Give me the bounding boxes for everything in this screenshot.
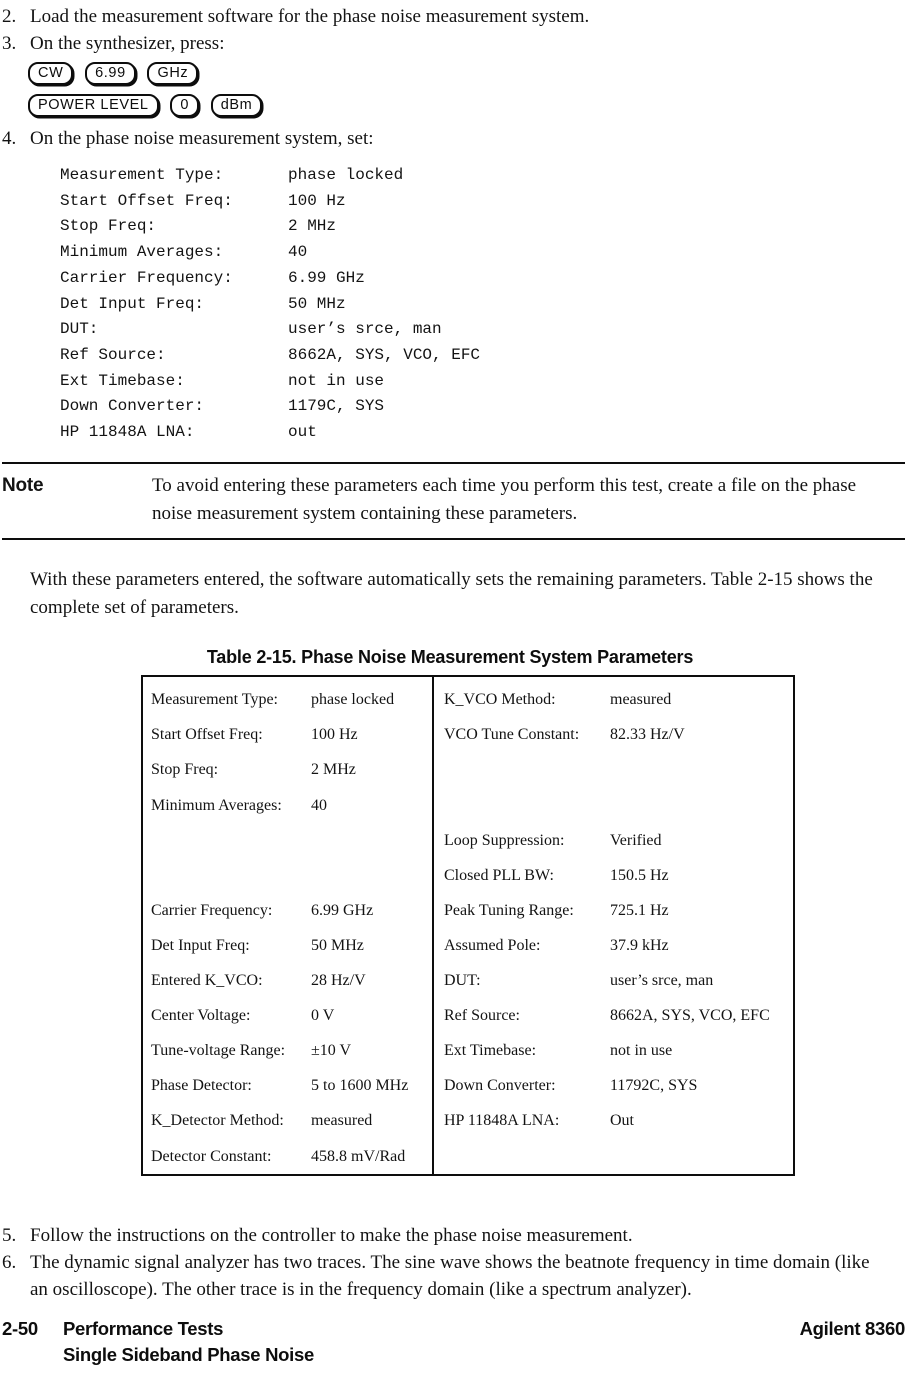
param-label: Tune-voltage Range: — [151, 1042, 286, 1060]
table-row — [143, 928, 432, 963]
param-value: Out — [610, 1112, 634, 1130]
setting-value: user’s srce, man — [288, 320, 442, 339]
footer-chapter: Performance Tests — [63, 1318, 224, 1340]
step-2 — [2, 3, 905, 30]
setting-value: 50 MHz — [288, 294, 346, 313]
setting-row — [60, 317, 905, 343]
table-row-empty — [143, 858, 432, 893]
table-row-empty — [434, 753, 793, 788]
param-label: Carrier Frequency: — [151, 901, 273, 919]
setting-row — [60, 266, 905, 292]
param-label: Loop Suppression: — [444, 831, 565, 849]
setting-value: 100 Hz — [288, 191, 346, 210]
param-label: Peak Tuning Range: — [444, 901, 574, 919]
table-row — [434, 823, 793, 858]
table-row — [143, 893, 432, 928]
step-number: 2. — [2, 6, 17, 27]
key-row-power — [28, 93, 905, 117]
param-label: VCO Tune Constant: — [444, 726, 580, 744]
note-text: To avoid entering these parameters each time you perform this test, create a file on the phase noise measurement system containing these parameters. — [152, 474, 857, 524]
param-label: Det Input Freq: — [151, 936, 250, 954]
table-row — [143, 718, 432, 753]
setting-row — [60, 343, 905, 369]
param-label: Ref Source: — [444, 1007, 520, 1025]
body-paragraph: With these parameters entered, the software automatically sets the remaining parameters. Table 2-15 shows the complete set of parameters. — [30, 568, 873, 618]
setting-value: 1179C, SYS — [288, 397, 385, 416]
table-left-column — [143, 677, 432, 1174]
key-0: 0 — [170, 94, 199, 117]
table-row — [434, 1034, 793, 1069]
table-row — [434, 683, 793, 718]
param-label: Phase Detector: — [151, 1077, 252, 1095]
param-value: 0 V — [311, 1007, 335, 1025]
setting-label: DUT: — [60, 320, 99, 339]
param-value: 5 to 1600 MHz — [311, 1077, 409, 1095]
param-value: 28 Hz/V — [311, 972, 366, 990]
note-callout — [2, 462, 905, 540]
param-value: 8662A, SYS, VCO, EFC — [610, 1007, 770, 1025]
step-3 — [2, 30, 905, 57]
setting-label: Ext Timebase: — [60, 371, 185, 390]
step-number: 6. — [2, 1252, 17, 1274]
table-row — [434, 928, 793, 963]
setting-row — [60, 240, 905, 266]
footer-titles — [63, 1316, 314, 1368]
step-text: On the synthesizer, press: — [30, 33, 225, 54]
param-label: Closed PLL BW: — [444, 866, 554, 884]
param-label: Ext Timebase: — [444, 1042, 537, 1060]
param-value: ±10 V — [311, 1042, 352, 1060]
param-value: 100 Hz — [311, 726, 358, 744]
param-value: 40 — [311, 796, 327, 814]
param-value: phase locked — [311, 691, 395, 709]
param-label: Detector Constant: — [151, 1147, 272, 1165]
synthesizer-keys — [28, 61, 905, 117]
table-row-empty — [434, 1139, 793, 1174]
table-right-column — [432, 677, 793, 1174]
param-label: Down Converter: — [444, 1077, 556, 1095]
table-row-empty — [434, 788, 793, 823]
step-number: 5. — [2, 1225, 17, 1247]
param-label: Minimum Averages: — [151, 796, 282, 814]
bottom-steps — [2, 1222, 905, 1303]
setting-label: Stop Freq: — [60, 217, 157, 236]
param-label: Measurement Type: — [151, 691, 278, 709]
param-value: 50 MHz — [311, 936, 364, 954]
setting-label: Minimum Averages: — [60, 243, 224, 262]
setting-label: Det Input Freq: — [60, 294, 205, 313]
setting-label: Down Converter: — [60, 397, 205, 416]
param-label: Stop Freq: — [151, 761, 219, 779]
table-row — [434, 718, 793, 753]
param-value: 82.33 Hz/V — [610, 726, 685, 744]
setting-label: Start Offset Freq: — [60, 191, 233, 210]
key-dbm: dBm — [211, 94, 263, 117]
setting-label: HP 11848A LNA: — [60, 423, 195, 442]
table-row — [143, 753, 432, 788]
param-label: DUT: — [444, 972, 481, 990]
page-footer — [2, 1316, 905, 1368]
setting-label: Carrier Frequency: — [60, 268, 233, 287]
param-value: user’s srce, man — [610, 972, 714, 990]
param-value: 725.1 Hz — [610, 901, 669, 919]
param-label: Assumed Pole: — [444, 936, 541, 954]
setting-value: 40 — [288, 243, 308, 262]
setting-row — [60, 369, 905, 395]
table-row — [143, 1034, 432, 1069]
param-value: 458.8 mV/Rad — [311, 1147, 406, 1165]
note-label: Note — [2, 474, 44, 496]
table-row — [434, 858, 793, 893]
table-row — [143, 683, 432, 718]
note-body — [2, 464, 905, 538]
param-label: Center Voltage: — [151, 1007, 251, 1025]
setting-value: 6.99 GHz — [288, 268, 365, 287]
setting-value: phase locked — [288, 166, 404, 184]
table-row — [434, 893, 793, 928]
table-row — [434, 1104, 793, 1139]
key-power-level: POWER LEVEL — [28, 94, 159, 117]
settings-list — [60, 163, 905, 446]
setting-row — [60, 420, 905, 446]
step-4 — [2, 125, 905, 152]
param-value: measured — [311, 1112, 373, 1130]
step-6 — [2, 1249, 905, 1303]
parameters-table — [141, 675, 795, 1176]
setting-value: 8662A, SYS, VCO, EFC — [288, 345, 481, 364]
param-value: not in use — [610, 1042, 673, 1060]
footer-left — [2, 1316, 314, 1368]
key-ghz: GHz — [147, 62, 198, 85]
param-value: 37.9 kHz — [610, 936, 669, 954]
param-value: measured — [610, 691, 672, 709]
key-6-99: 6.99 — [85, 62, 136, 85]
table-row — [143, 1104, 432, 1139]
param-label: K_Detector Method: — [151, 1112, 284, 1130]
setting-row — [60, 292, 905, 318]
table-row — [143, 963, 432, 998]
param-label: HP 11848A LNA: — [444, 1112, 560, 1130]
step-5 — [2, 1222, 905, 1249]
setting-value: 2 MHz — [288, 217, 337, 236]
step-number: 4. — [2, 128, 17, 149]
setting-value: not in use — [288, 371, 385, 390]
setting-label: Measurement Type: — [60, 166, 224, 184]
param-value: 11792C, SYS — [610, 1077, 698, 1095]
table-row — [143, 788, 432, 823]
key-row-frequency — [28, 61, 905, 85]
key-cw: CW — [28, 62, 73, 85]
table-row — [143, 999, 432, 1034]
step-text: Follow the instructions on the controller to make the phase noise measurement. — [30, 1225, 633, 1247]
setting-row — [60, 189, 905, 215]
param-value: 150.5 Hz — [610, 866, 669, 884]
footer-page-number: 2-50 — [2, 1318, 38, 1340]
table-row — [434, 963, 793, 998]
table-row — [434, 999, 793, 1034]
table-row-empty — [143, 823, 432, 858]
step-text: Load the measurement software for the phase noise measurement system. — [30, 6, 590, 27]
step-text: The dynamic signal analyzer has two traces. The sine wave shows the beatnote frequency in time domain (like an oscilloscope). The other trace is in the frequency domain (like a spectrum analyzer). — [30, 1252, 870, 1301]
table-row — [143, 1139, 432, 1174]
table-row — [143, 1069, 432, 1104]
param-value: 6.99 GHz — [311, 901, 374, 919]
footer-product: Agilent 8360 — [799, 1318, 905, 1340]
footer-section: Single Sideband Phase Noise — [63, 1344, 314, 1366]
param-value: 2 MHz — [311, 761, 356, 779]
setting-value: out — [288, 423, 317, 442]
setting-row — [60, 214, 905, 240]
note-bottom-rule — [2, 538, 905, 540]
step-number: 3. — [2, 33, 17, 54]
param-value: Verified — [610, 831, 662, 849]
param-label: Start Offset Freq: — [151, 726, 263, 744]
setting-row — [60, 394, 905, 420]
setting-label: Ref Source: — [60, 345, 166, 364]
param-label: K_VCO Method: — [444, 691, 556, 709]
param-label: Entered K_VCO: — [151, 972, 263, 990]
table-title: Table 2-15. Phase Noise Measurement System Parameters — [206, 646, 694, 667]
table-row — [434, 1069, 793, 1104]
step-text: On the phase noise measurement system, set: — [30, 128, 374, 149]
setting-row — [60, 163, 905, 189]
